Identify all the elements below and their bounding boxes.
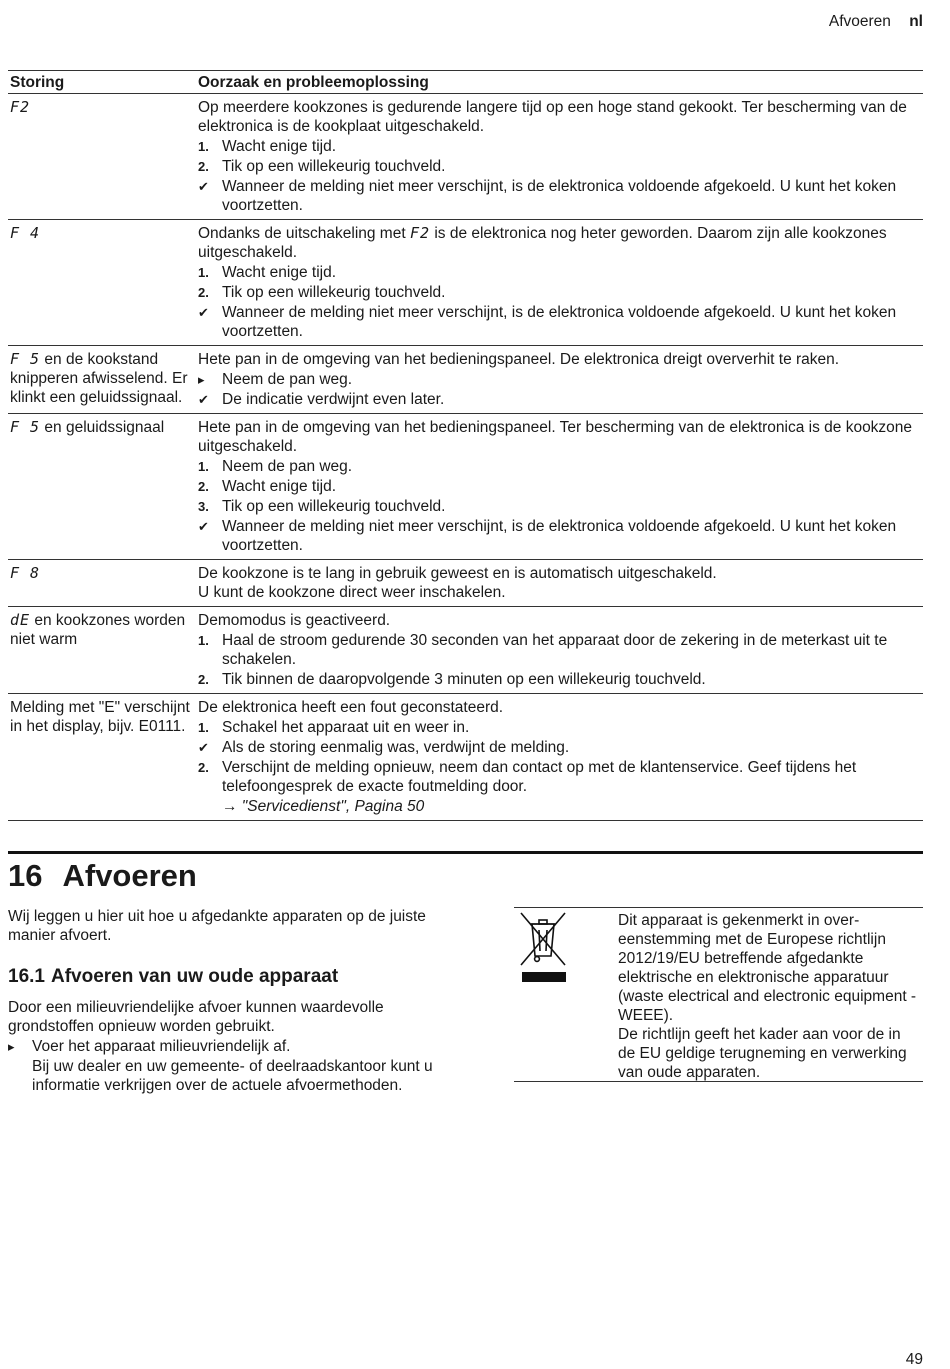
step — [198, 797, 921, 816]
fault-code: F2 — [10, 98, 31, 116]
weee-text-1: Dit apparaat is gekenmerkt in overeenstemming met de Europese richtlijn 2012/19/EU betreffende afgedankte elektrische en elektronische apparatuur (waste electrical and electronic equipment - WEEE). — [618, 912, 917, 1024]
step-text: Wanneer de melding niet meer verschijnt, is de elektronica voldoende afgekoeld. U kunt het koken voortzetten. — [222, 178, 897, 214]
section-title — [8, 858, 197, 894]
step-text: Wacht enige tijd. — [222, 138, 337, 155]
cause-text: Hete pan in de omgeving van het bedieningspaneel. Ter bescherming van de elektronica is de kookzone uitgeschakeld. — [198, 419, 913, 455]
cause-text — [198, 224, 921, 262]
step — [198, 718, 921, 737]
arrow-icon: ▸ — [198, 372, 205, 387]
step-text: Wacht enige tijd. — [222, 478, 337, 495]
fault-description: en de kookstand knipperen afwisselend. Er klinkt een geluidssignaal. — [10, 351, 188, 406]
step — [198, 758, 921, 796]
col-header-cause: Oorzaak en probleemoplossing — [196, 71, 923, 94]
step-number: 1. — [198, 633, 209, 648]
cause-text-2: U kunt de kookzone direct weer inschakelen. — [198, 584, 506, 601]
step — [198, 137, 921, 156]
step-text: Verschijnt de melding opnieuw, neem dan contact op met de klantenservice. Geef tijdens het telefoongesprek de exacte foutmelding door. — [222, 759, 857, 795]
step-text: Tik op een willekeurig touchveld. — [222, 284, 446, 301]
cause-text: De elektronica heeft een fout geconstateerd. — [198, 699, 504, 716]
fault-code: dE — [10, 611, 31, 629]
table-row — [8, 694, 923, 821]
col-header-fault: Storing — [8, 71, 196, 94]
cause-text-pre: Ondanks de uitschakeling met — [198, 225, 410, 242]
weee-box — [514, 907, 923, 1082]
header-section: Afvoeren — [828, 13, 891, 30]
step — [198, 303, 921, 341]
table-row — [8, 560, 923, 607]
section-divider — [8, 851, 923, 854]
fault-table — [8, 70, 923, 821]
step-text: De indicatie verdwijnt even later. — [222, 391, 445, 408]
subsection-body — [8, 998, 448, 1095]
step — [198, 517, 921, 555]
fault-code: F2 — [409, 224, 431, 242]
cause-text: Demomodus is geactiveerd. — [198, 612, 391, 629]
subsection-title-text: Afvoeren van uw oude apparaat — [50, 966, 339, 987]
action-text: Voer het apparaat milieuvriendelijk af. — [32, 1038, 291, 1055]
cause-text: Hete pan in de omgeving van het bedieningspaneel. De elektronica dreigt oververhit te raken. — [198, 351, 840, 368]
action-note-text: Bij uw dealer en uw gemeente- of deelraadskantoor kunt u informatie verkrijgen over de actuele afvoermethoden. — [32, 1058, 433, 1094]
step — [198, 157, 921, 176]
step-text: Schakel het apparaat uit en weer in. — [222, 719, 470, 736]
section-number: 16 — [8, 858, 43, 893]
table-row — [8, 414, 923, 560]
step-text: Neem de pan weg. — [222, 458, 353, 475]
arrow-icon: ▸ — [8, 1039, 15, 1054]
step-text: Wacht enige tijd. — [222, 264, 337, 281]
step-number: 3. — [198, 499, 209, 514]
cause-text: Op meerdere kookzones is gedurende langere tijd op een hoge stand gekookt. Ter bescherming van de elektronica is de kookplaat uitgeschakeld. — [198, 99, 907, 135]
step — [198, 283, 921, 302]
step — [198, 390, 921, 409]
step-number: 2. — [198, 285, 209, 300]
fault-description: Melding met "E" verschijnt in het display, bijv. E0111. — [10, 699, 190, 735]
step-number: 2. — [198, 672, 209, 687]
step — [198, 370, 921, 389]
weee-text — [618, 911, 918, 1082]
table-row — [8, 94, 923, 220]
page-reference-link[interactable]: → "Servicedienst", Pagina 50 — [222, 798, 425, 815]
fault-code: F 8 — [10, 564, 41, 582]
step-number: 1. — [198, 459, 209, 474]
section-intro: Wij leggen u hier uit hoe u afgedankte apparaten op de juiste manier afvoert. — [8, 908, 426, 944]
page-header — [829, 12, 923, 31]
section-title-text: Afvoeren — [62, 858, 197, 893]
weee-text-2: De richtlijn geeft het kader aan voor de in de EU geldige terugneming en verwerking van oude apparaten. — [618, 1026, 907, 1081]
subsection-title — [8, 966, 338, 988]
fault-description: en kookzones worden niet warm — [10, 612, 186, 648]
subsection-number: 16.1 — [8, 966, 45, 987]
step — [198, 670, 921, 689]
step — [198, 497, 921, 516]
check-icon: ✔ — [198, 519, 209, 534]
step — [198, 738, 921, 757]
table-row — [8, 607, 923, 694]
step-number: 1. — [198, 265, 209, 280]
cause-text-post: is de elektronica nog heter geworden. Daarom zijn alle kookzones uitgeschakeld. — [198, 225, 887, 261]
subsection-text: Door een milieuvriendelijke afvoer kunnen waardevolle grondstoffen opnieuw worden gebruikt. — [8, 999, 384, 1035]
step — [198, 177, 921, 215]
fault-description: en geluidssignaal — [40, 419, 165, 436]
step — [198, 457, 921, 476]
step-note — [8, 1057, 448, 1095]
step-text: Tik op een willekeurig touchveld. — [222, 158, 446, 175]
step-text: Neem de pan weg. — [222, 371, 353, 388]
step-number: 1. — [198, 139, 209, 154]
fault-code: F 5 — [10, 350, 41, 368]
header-language: nl — [909, 13, 923, 30]
fault-code: F 5 — [10, 418, 41, 436]
table-row — [8, 220, 923, 346]
table-row — [8, 346, 923, 414]
step-number: 2. — [198, 479, 209, 494]
check-icon: ✔ — [198, 179, 209, 194]
step-number: 1. — [198, 720, 209, 735]
step-text: Tik op een willekeurig touchveld. — [222, 498, 446, 515]
step — [198, 263, 921, 282]
cause-text: De kookzone is te lang in gebruik geweest en is automatisch uitgeschakeld. — [198, 565, 717, 582]
page-number: 49 — [905, 1351, 923, 1368]
step — [8, 1037, 448, 1056]
step — [198, 631, 921, 669]
step-number: 2. — [198, 159, 209, 174]
fault-code: F 4 — [10, 224, 41, 242]
step-text: Tik binnen de daaropvolgende 3 minuten op een willekeurig touchveld. — [222, 671, 706, 688]
step-number: 2. — [198, 760, 209, 775]
crossed-out-wheelie-bin-icon — [518, 910, 568, 984]
step — [198, 477, 921, 496]
step-text: Wanneer de melding niet meer verschijnt, is de elektronica voldoende afgekoeld. U kunt het koken voortzetten. — [222, 304, 897, 340]
step-text: Haal de stroom gedurende 30 seconden van het apparaat door de zekering in de meterkast uit te schakelen. — [222, 632, 888, 668]
step-text: Als de storing eenmalig was, verdwijnt de melding. — [222, 739, 570, 756]
check-icon: ✔ — [198, 740, 209, 755]
check-icon: ✔ — [198, 392, 209, 407]
check-icon: ✔ — [198, 305, 209, 320]
step-text: Wanneer de melding niet meer verschijnt, is de elektronica voldoende afgekoeld. U kunt het koken voortzetten. — [222, 518, 897, 554]
